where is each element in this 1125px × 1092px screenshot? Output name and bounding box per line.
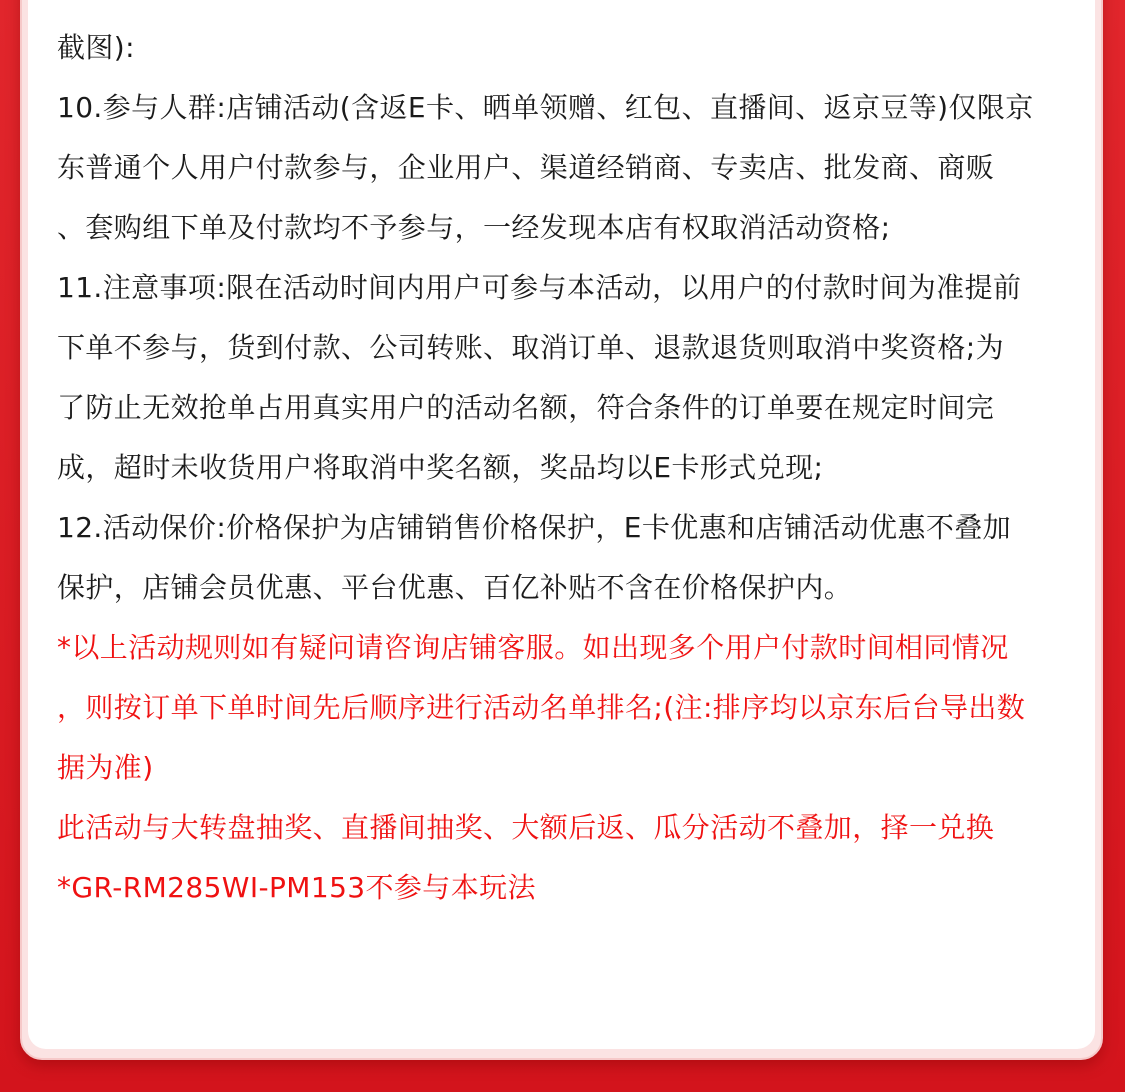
excluded-model-notice: *GR-RM285WI-PM153不参与本玩法 (57, 871, 536, 904)
rule-11-line-3: 了防止无效抢单占用真实用户的活动名额，符合条件的订单要在规定时间完 (57, 391, 995, 424)
rule-10-line-1: 10.参与人群:店铺活动(含返E卡、晒单领赠、红包、直播间、返京豆等)仅限京 (57, 91, 1034, 124)
notice-line-3: 据为准) (57, 751, 154, 784)
rule-11-line-1: 11.注意事项:限在活动时间内用户可参与本活动，以用户的付款时间为准提前 (57, 271, 1022, 304)
rule-11-line-2: 下单不参与，货到付款、公司转账、取消订单、退款退货则取消中奖资格;为 (57, 331, 1005, 364)
no-stacking-notice: 此活动与大转盘抽奖、直播间抽奖、大额后返、瓜分活动不叠加，择一兑换 (57, 811, 995, 844)
rules-text (57, 18, 1087, 918)
rule-line-continuation: 截图): (57, 31, 135, 64)
rule-10-line-2: 东普通个人用户付款参与，企业用户、渠道经销商、专卖店、批发商、商贩 (57, 151, 995, 184)
notice-line-2: ，则按订单下单时间先后顺序进行活动名单排名;(注:排序均以京东后台导出数 (57, 691, 1026, 724)
rule-10-line-3: 、套购组下单及付款均不予参与，一经发现本店有权取消活动资格; (57, 211, 891, 244)
notice-line-1: *以上活动规则如有疑问请咨询店铺客服。如出现多个用户付款时间相同情况 (57, 631, 1009, 664)
rule-12-line-1: 12.活动保价:价格保护为店铺销售价格保护，E卡优惠和店铺活动优惠不叠加 (57, 511, 1012, 544)
rule-12-line-2: 保护，店铺会员优惠、平台优惠、百亿补贴不含在价格保护内。 (57, 571, 853, 604)
rule-11-line-4: 成，超时未收货用户将取消中奖名额，奖品均以E卡形式兑现; (57, 451, 824, 484)
